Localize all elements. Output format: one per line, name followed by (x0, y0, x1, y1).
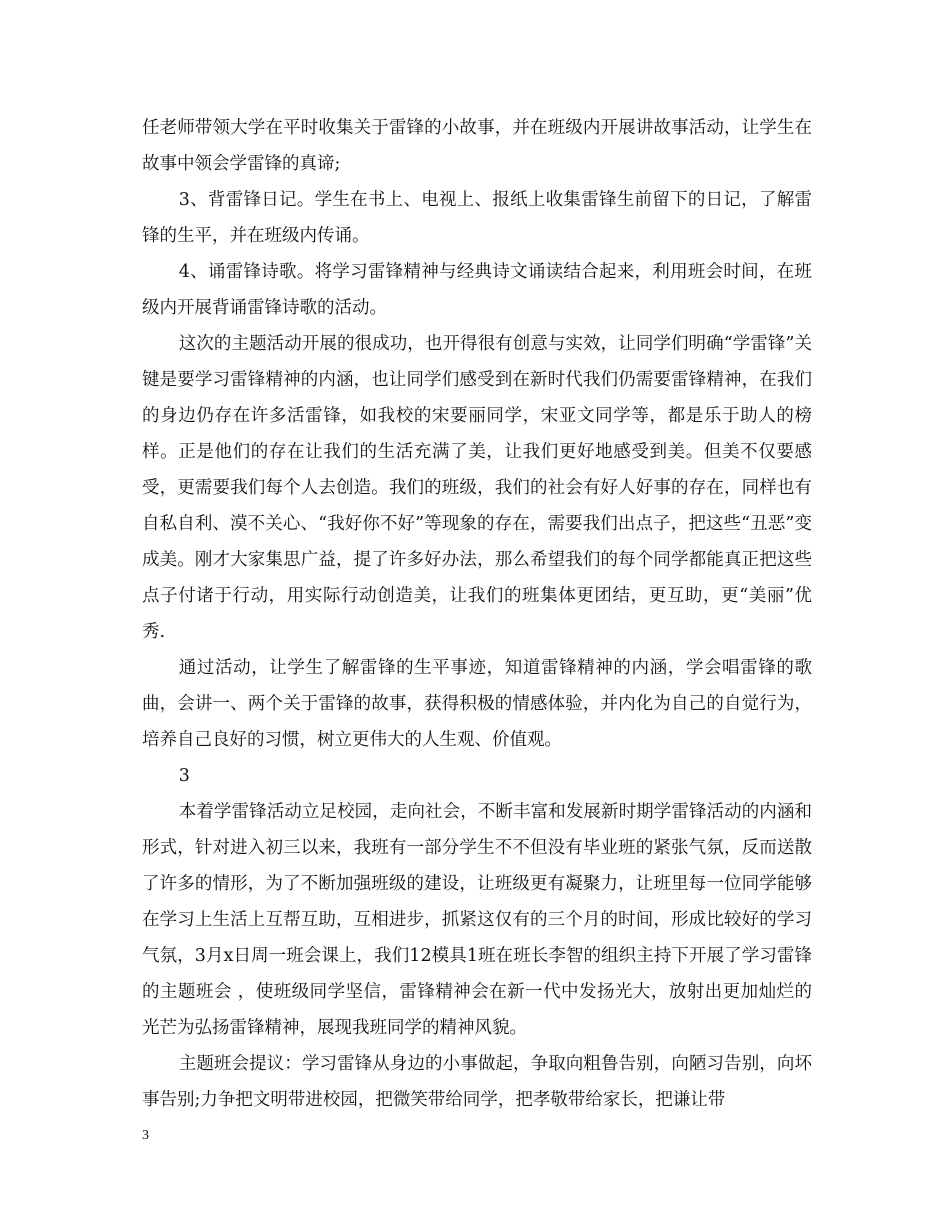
paragraph-poetry: 4、诵雷锋诗歌。将学习雷锋精神与经典诗文诵读结合起来，利用班会时间，在班级内开展背诵雷锋诗歌的活动。 (142, 262, 812, 318)
paragraph-continuation: 任老师带领大学在平时收集关于雷锋的小故事，并在班级内开展讲故事活动，让学生在故事中领会学雷锋的真谛; (142, 118, 812, 174)
paragraph-proposal: 主题班会提议：学习雷锋从身边的小事做起，争取向粗鲁告别，向陋习告别，向坏事告别;力争把文明带进校园，把微笑带给同学，把孝敬带给家长，把谦让带 (142, 1054, 812, 1110)
paragraph-diary: 3、背雷锋日记。学生在书上、电视上、报纸上收集雷锋生前留下的日记，了解雷锋的生平，并在班级内传诵。 (142, 190, 812, 246)
paragraph-summary: 这次的主题活动开展的很成功，也开得很有创意与实效，让同学们明确“学雷锋”关键是要学习雷锋精神的内涵，也让同学们感受到在新时代我们仍需要雷锋精神，在我们的身边仍存在许多活雷锋，如我校的宋要丽同学，宋亚文同学等，都是乐于助人的榜样。正是他们的存在让我们的生活充满了美，让我们更好地感受到美。但美不仅要感受，更需要我们每个人去创造。我们的班级，我们的社会有好人好事的存在，同样也有自私自利、漠不关心、“我好你不好”等现象的存在，需要我们出点子，把这些“丑恶”变成美。刚才大家集思广益，提了许多好办法，那么希望我们的每个同学都能真正把这些点子付诸于行动，用实际行动创造美，让我们的班集体更团结，更互助，更“美丽”优秀. (142, 334, 812, 642)
paragraph-meeting: 本着学雷锋活动立足校园，走向社会，不断丰富和发展新时期学雷锋活动的内涵和形式，针对进入初三以来，我班有一部分学生不不但没有毕业班的紧张气氛，反而送散了许多的情形，为了不断加强班级的建设，让班级更有凝聚力，让班里每一位同学能够在学习上生活上互帮互助，互相进步，抓紧这仅有的三个月的时间，形成比较好的学习气氛，3月x日周一班会课上，我们12模具1班在班长李智的组织主持下开展了学习雷锋的主题班会 ，使班级同学坚信，雷锋精神会在新一代中发扬光大，放射出更加灿烂的光芒为弘扬雷锋精神，展现我班同学的精神风貌。 (142, 802, 812, 1038)
page-number: 3 (142, 1128, 149, 1143)
paragraph-outcome: 通过活动，让学生了解雷锋的生平事迹，知道雷锋精神的内涵，学会唱雷锋的歌曲，会讲一、两个关于雷锋的故事，获得积极的情感体验，并内化为自己的自觉行为，培养自己良好的习惯，树立更伟大的人生观、价值观。 (142, 658, 812, 750)
section-number: 3 (178, 766, 190, 786)
document-body (142, 110, 812, 1118)
